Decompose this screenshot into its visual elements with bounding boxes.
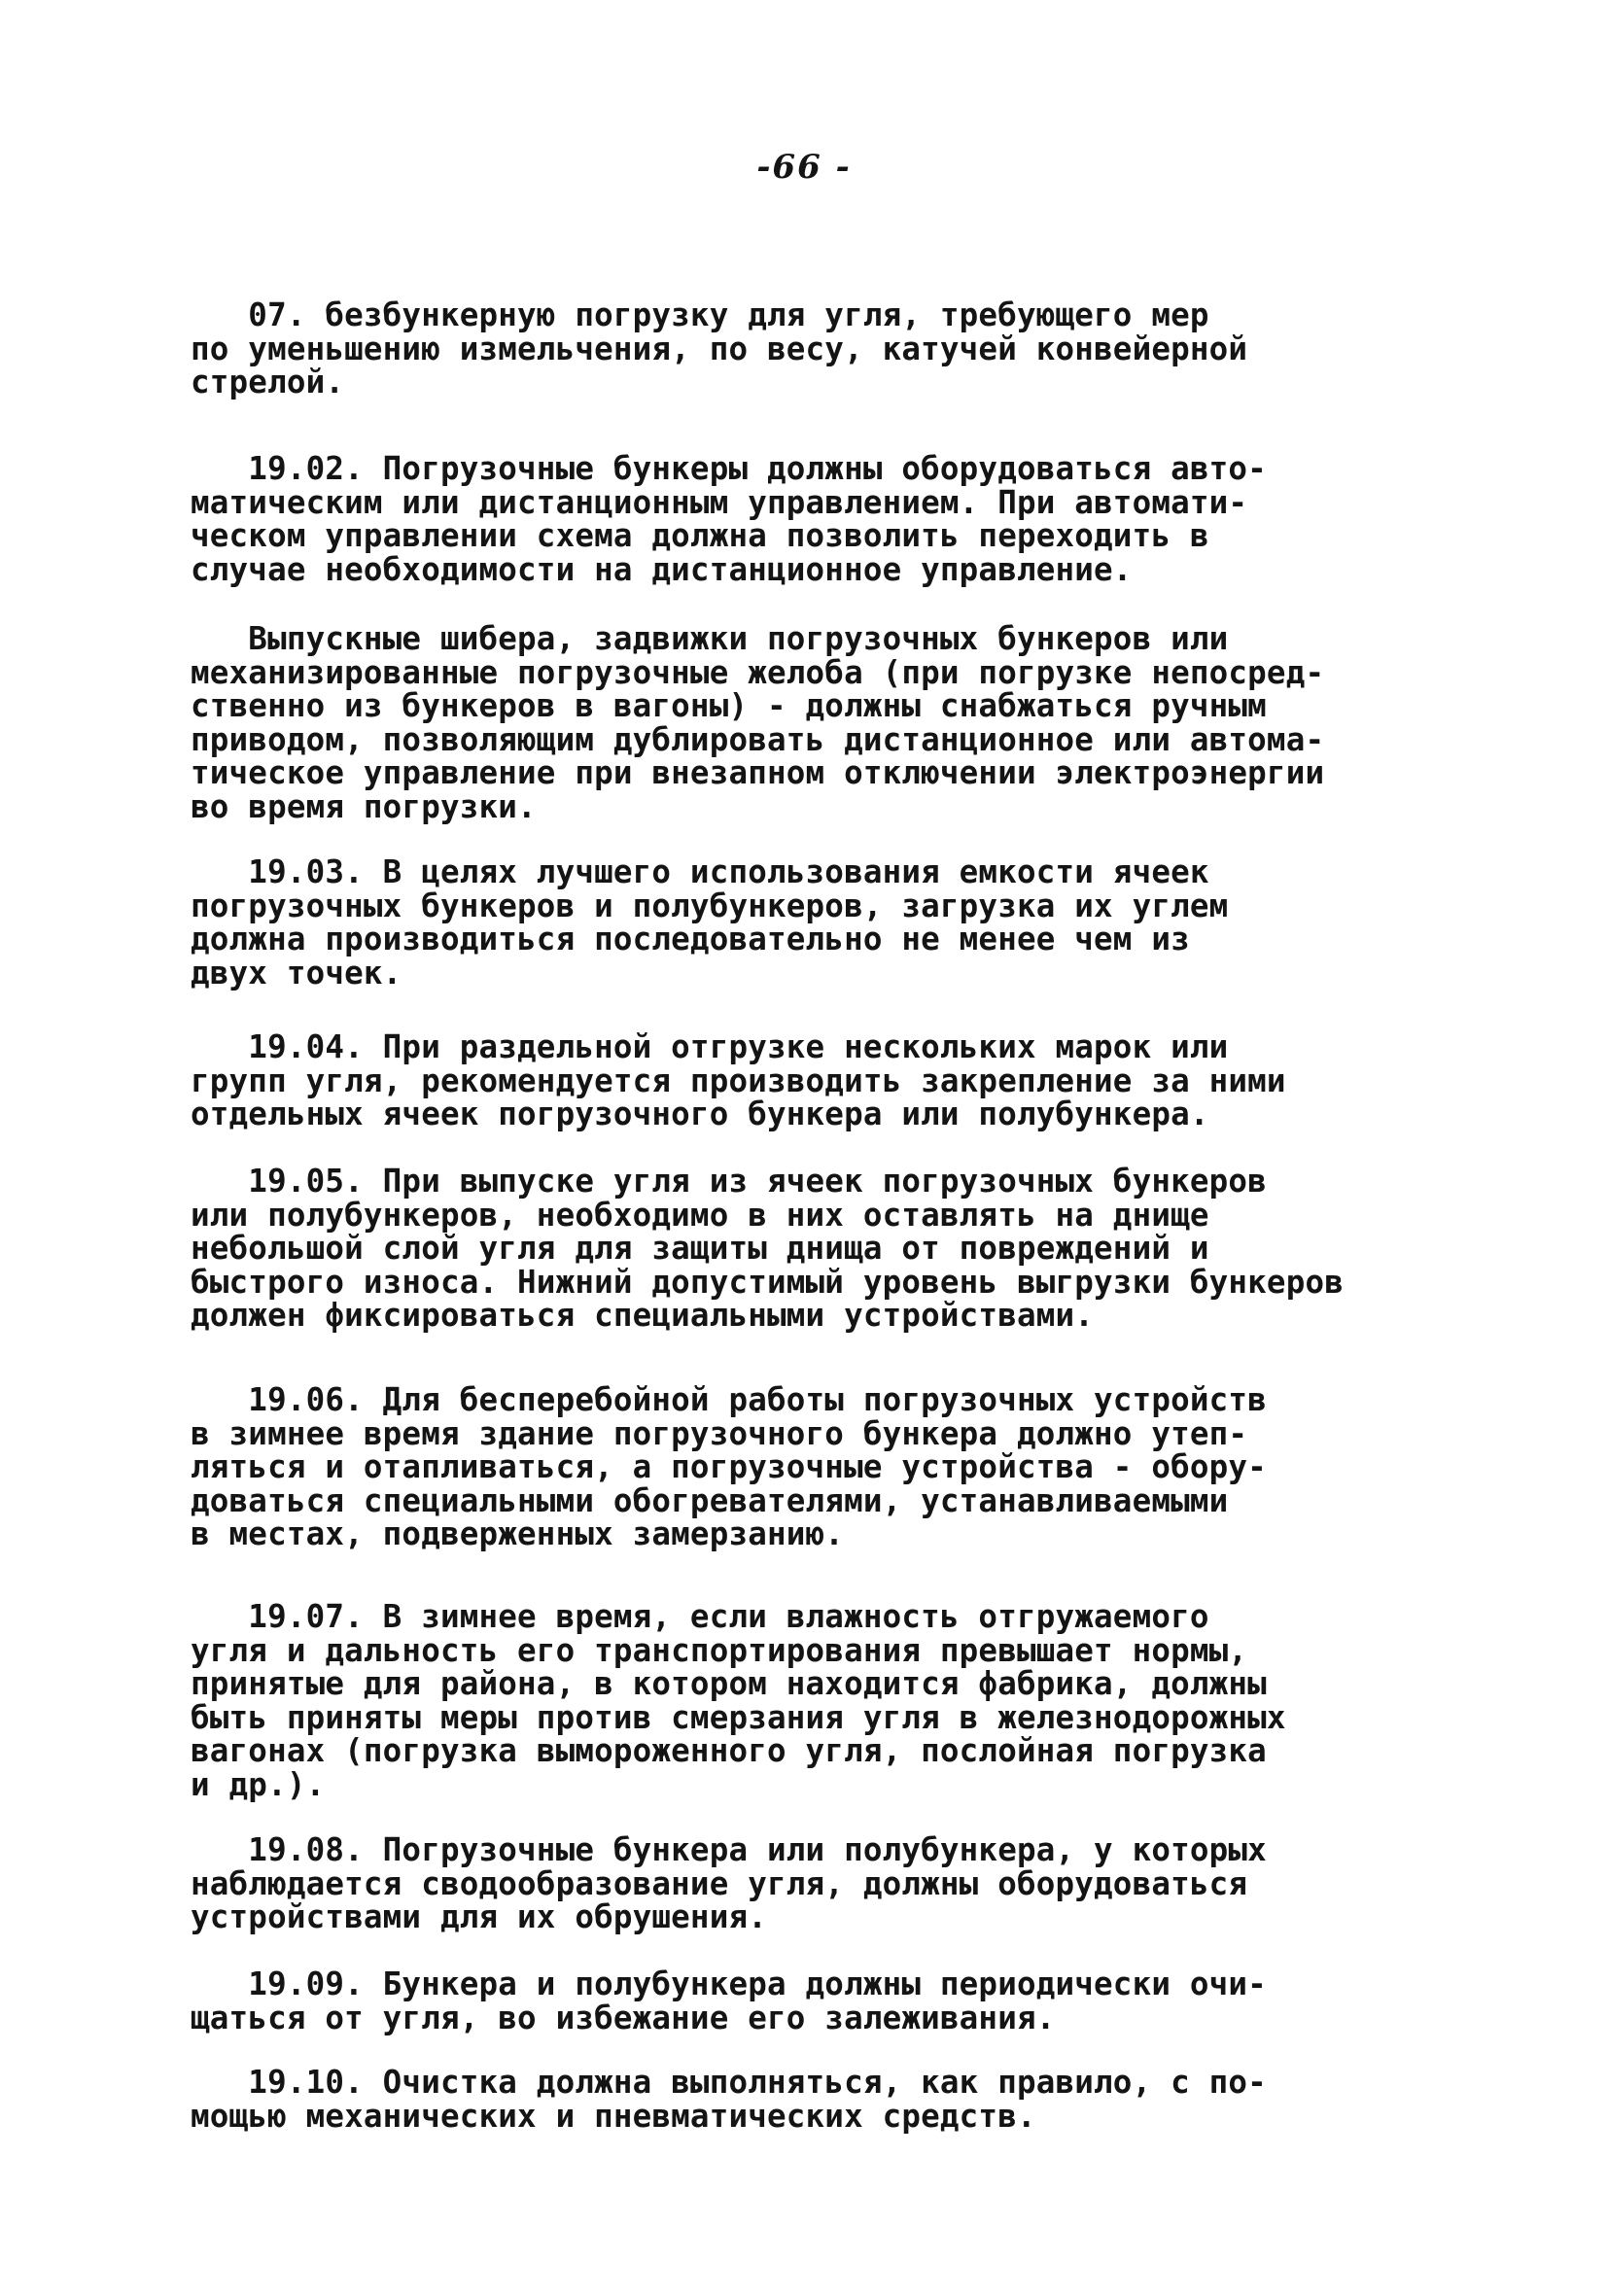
paragraph-shutters: Выпускные шибера, задвижки погрузочных бункеров или механизированные погрузочные желоба (при погрузке непосред- ственно из бункеров в вагоны) - должны снабжаться ручным приводом, позволяющим дублировать дистанционное или автома- тическое управление при внезапном отключении электроэнергии во время погрузки. — [191, 620, 1325, 825]
paragraph-19-08: 19.08. Погрузочные бункера или полубункера, у которых наблюдается сводообразование угля, должны оборудоваться устройствами для их обрушения. — [191, 1831, 1267, 1935]
paragraph-19-05: 19.05. При выпуске угля из ячеек погрузочных бункеров или полубункеров, необходимо в них оставлять на днище небольшой слой угля для защиты днища от повреждений и быстрого износа. Нижний допустимый уровень выгрузки бункеров должен фиксироваться специальными устройствами. — [191, 1163, 1344, 1334]
paragraph-19-04: 19.04. При раздельной отгрузке нескольких марок или групп угля, рекомендуется производить закрепление за ними отдельных ячеек погрузочного бункера или полубункера. — [191, 1028, 1286, 1132]
paragraph-19-02: 19.02. Погрузочные бункеры должны оборудоваться авто- матическим или дистанционным управлением. При автомати- ческом управлении схема должна позволить переходить в случае необходимости на дистанционное управление. — [191, 450, 1267, 588]
paragraph-07: 07. безбункерную погрузку для угля, требующего мер по уменьшению измельчения, по весу, катучей конвейерной стрелой. — [191, 296, 1248, 400]
page-number: -66 - — [756, 148, 852, 187]
paragraph-19-10: 19.10. Очистка должна выполняться, как правило, с по- мощью механических и пневматических средств. — [191, 2064, 1267, 2135]
paragraph-19-06: 19.06. Для бесперебойной работы погрузочных устройств в зимнее время здание погрузочного бункера должно утеп- ляться и отапливаться, а погрузочные устройства - обору- доваться специальными обогревателями, устанавливаемыми в местах, подверженных замерзанию. — [191, 1381, 1267, 1552]
paragraph-19-07: 19.07. В зимнее время, если влажность отгружаемого угля и дальность его транспортирования превышает нормы, принятые для района, в котором находится фабрика, должны быть приняты меры против смерзания угля в железнодорожных вагонах (погрузка выморoженного угля, послойная погрузка и др.). — [191, 1598, 1286, 1803]
paragraph-19-09: 19.09. Бункера и полубункера должны периодически очи- щаться от угля, во избежание его залеживания. — [191, 1966, 1267, 2036]
paragraph-19-03: 19.03. В целях лучшего использования емкости ячеек погрузочных бункеров и полубункеров, загрузка их углем должна производиться последовательно не менее чем из двух точек. — [191, 853, 1229, 991]
